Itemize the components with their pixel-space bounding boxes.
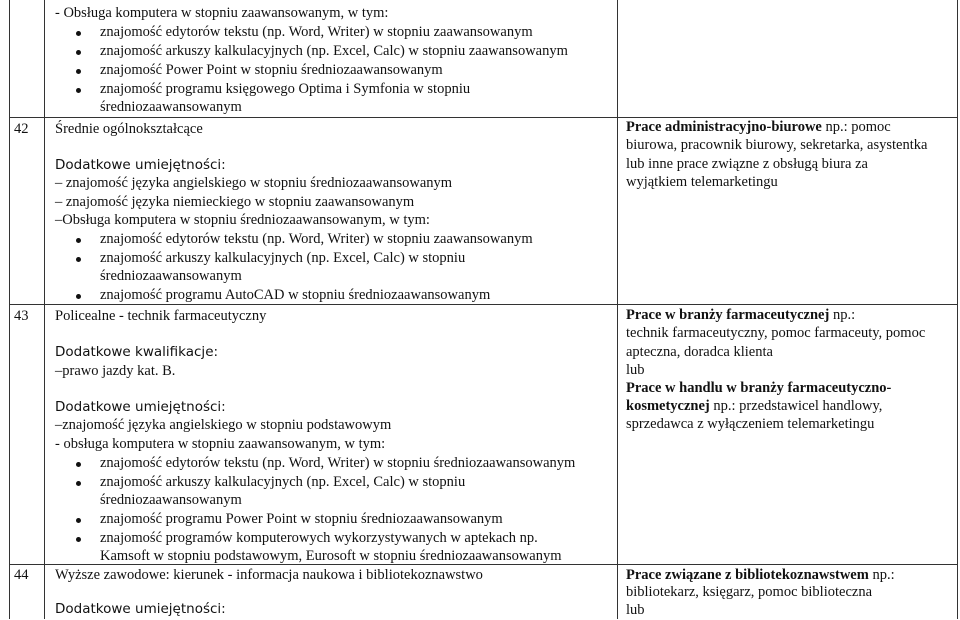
list-item: znajomość arkuszy kalkulacyjnych (np. Excel, Calc) w stopniu — [100, 474, 466, 490]
list-item-continuation: średniozaawansowanym — [100, 492, 242, 508]
list-item: znajomość edytorów tekstu (np. Word, Writer) w stopniu zaawansowanym — [100, 24, 533, 40]
list-item: –znajomość języka angielskiego w stopniu podstawowym — [55, 417, 392, 433]
list-item: znajomość Power Point w stopniu średniozaawansowanym — [100, 62, 443, 78]
list-item-continuation: średniozaawansowanym — [100, 99, 242, 115]
job-offer-line: bibliotekarz, księgarz, pomoc biblioteczna — [626, 584, 873, 600]
list-item: znajomość arkuszy kalkulacyjnych (np. Excel, Calc) w stopniu zaawansowanym — [100, 43, 568, 59]
list-item: znajomość arkuszy kalkulacyjnych (np. Excel, Calc) w stopniu — [100, 250, 466, 266]
education-title: Średnie ogólnokształcące — [55, 121, 203, 137]
job-offer-line: technik farmaceutyczny, pomoc farmaceuty, pomoc — [626, 325, 926, 341]
job-offer-line: biurowa, pracownik biurowy, sekretarka, asystentka — [626, 137, 928, 153]
bullet-icon — [76, 31, 81, 36]
job-offer-line: apteczna, doradca klienta — [626, 344, 773, 360]
row-number: 43 — [14, 308, 29, 324]
bullet-icon — [76, 537, 81, 542]
job-offer-line: wyjątkiem telemarketingu — [626, 174, 778, 190]
bullet-icon — [76, 88, 81, 93]
job-offer-title: kosmetycznej — [626, 398, 710, 414]
bullet-icon — [76, 294, 81, 299]
list-item: znajomość edytorów tekstu (np. Word, Writer) w stopniu zaawansowanym — [100, 231, 533, 247]
list-item: - obsługa komputera w stopniu zaawansowanym, w tym: — [55, 436, 386, 452]
table-border-right — [957, 0, 958, 619]
job-offer-line: sprzedawca z wyłączeniem telemarketingu — [626, 416, 875, 432]
list-item: znajomość programu AutoCAD w stopniu średniozaawansowanym — [100, 287, 491, 303]
qualifications-heading: Dodatkowe kwalifikacje: — [55, 344, 219, 360]
table-border-left — [9, 0, 10, 619]
job-offer-line: lub inne prace związne z obsługą biura za — [626, 156, 868, 172]
row-number: 42 — [14, 121, 29, 137]
skills-heading: Dodatkowe umiejętności: — [55, 399, 226, 415]
job-offer-title: Prace w handlu w branży farmaceutyczno- — [626, 380, 892, 396]
bullet-icon — [76, 257, 81, 262]
bullet-icon — [76, 69, 81, 74]
list-item: znajomość edytorów tekstu (np. Word, Writer) w stopniu średniozaawansowanym — [100, 455, 576, 471]
education-title: Wyższe zawodowe: kierunek - informacja naukowa i bibliotekoznawstwo — [55, 567, 483, 583]
job-offer-title: Prace administracyjno-biurowe — [626, 119, 822, 135]
table-border-col1 — [44, 0, 45, 619]
job-offer-title: Prace w branży farmaceutycznej — [626, 307, 830, 323]
list-item: znajomość programów komputerowych wykorzystywanych w aptekach np. — [100, 530, 538, 546]
skills-heading: Dodatkowe umiejętności: — [55, 157, 226, 173]
list-item: – znajomość języka niemieckiego w stopniu zaawansowanym — [55, 194, 415, 210]
list-item: znajomość programu księgowego Optima i Symfonia w stopniu — [100, 81, 471, 97]
list-item: –prawo jazdy kat. B. — [55, 363, 176, 379]
bullet-icon — [76, 462, 81, 467]
skills-heading: Dodatkowe umiejętności: — [55, 601, 226, 617]
table-border-col2 — [617, 0, 618, 619]
bullet-icon — [76, 50, 81, 55]
job-offer-title: Prace związane z bibliotekoznawstwem — [626, 567, 869, 583]
job-offer-line: lub — [626, 602, 645, 618]
list-item-continuation: Kamsoft w stopniu podstawowym, Eurosoft w stopniu średniozaawansowanym — [100, 548, 562, 564]
job-offer: kosmetycznej np.: przedstawicel handlowy, — [626, 398, 883, 414]
list-item-continuation: średniozaawansowanym — [100, 268, 242, 284]
list-item: –Obsługa komputera w stopniu średniozaawansowanym, w tym: — [55, 212, 430, 228]
list-item: – znajomość języka angielskiego w stopniu średniozaawansowanym — [55, 175, 453, 191]
job-offer: Prace administracyjno-biurowe np.: pomoc — [626, 119, 891, 135]
job-offer-line: lub — [626, 362, 645, 378]
bullet-icon — [76, 518, 81, 523]
list-item: znajomość programu Power Point w stopniu średniozaawansowanym — [100, 511, 503, 527]
job-offer: Prace związane z bibliotekoznawstwem np.: — [626, 567, 895, 583]
bullet-icon — [76, 481, 81, 486]
bullet-icon — [76, 238, 81, 243]
row-number: 44 — [14, 567, 29, 583]
education-title: Policealne - technik farmaceutyczny — [55, 308, 267, 324]
job-offer: Prace w branży farmaceutycznej np.: — [626, 307, 856, 323]
computer-skills-intro: - Obsługa komputera w stopniu zaawansowanym, w tym: — [55, 5, 389, 21]
